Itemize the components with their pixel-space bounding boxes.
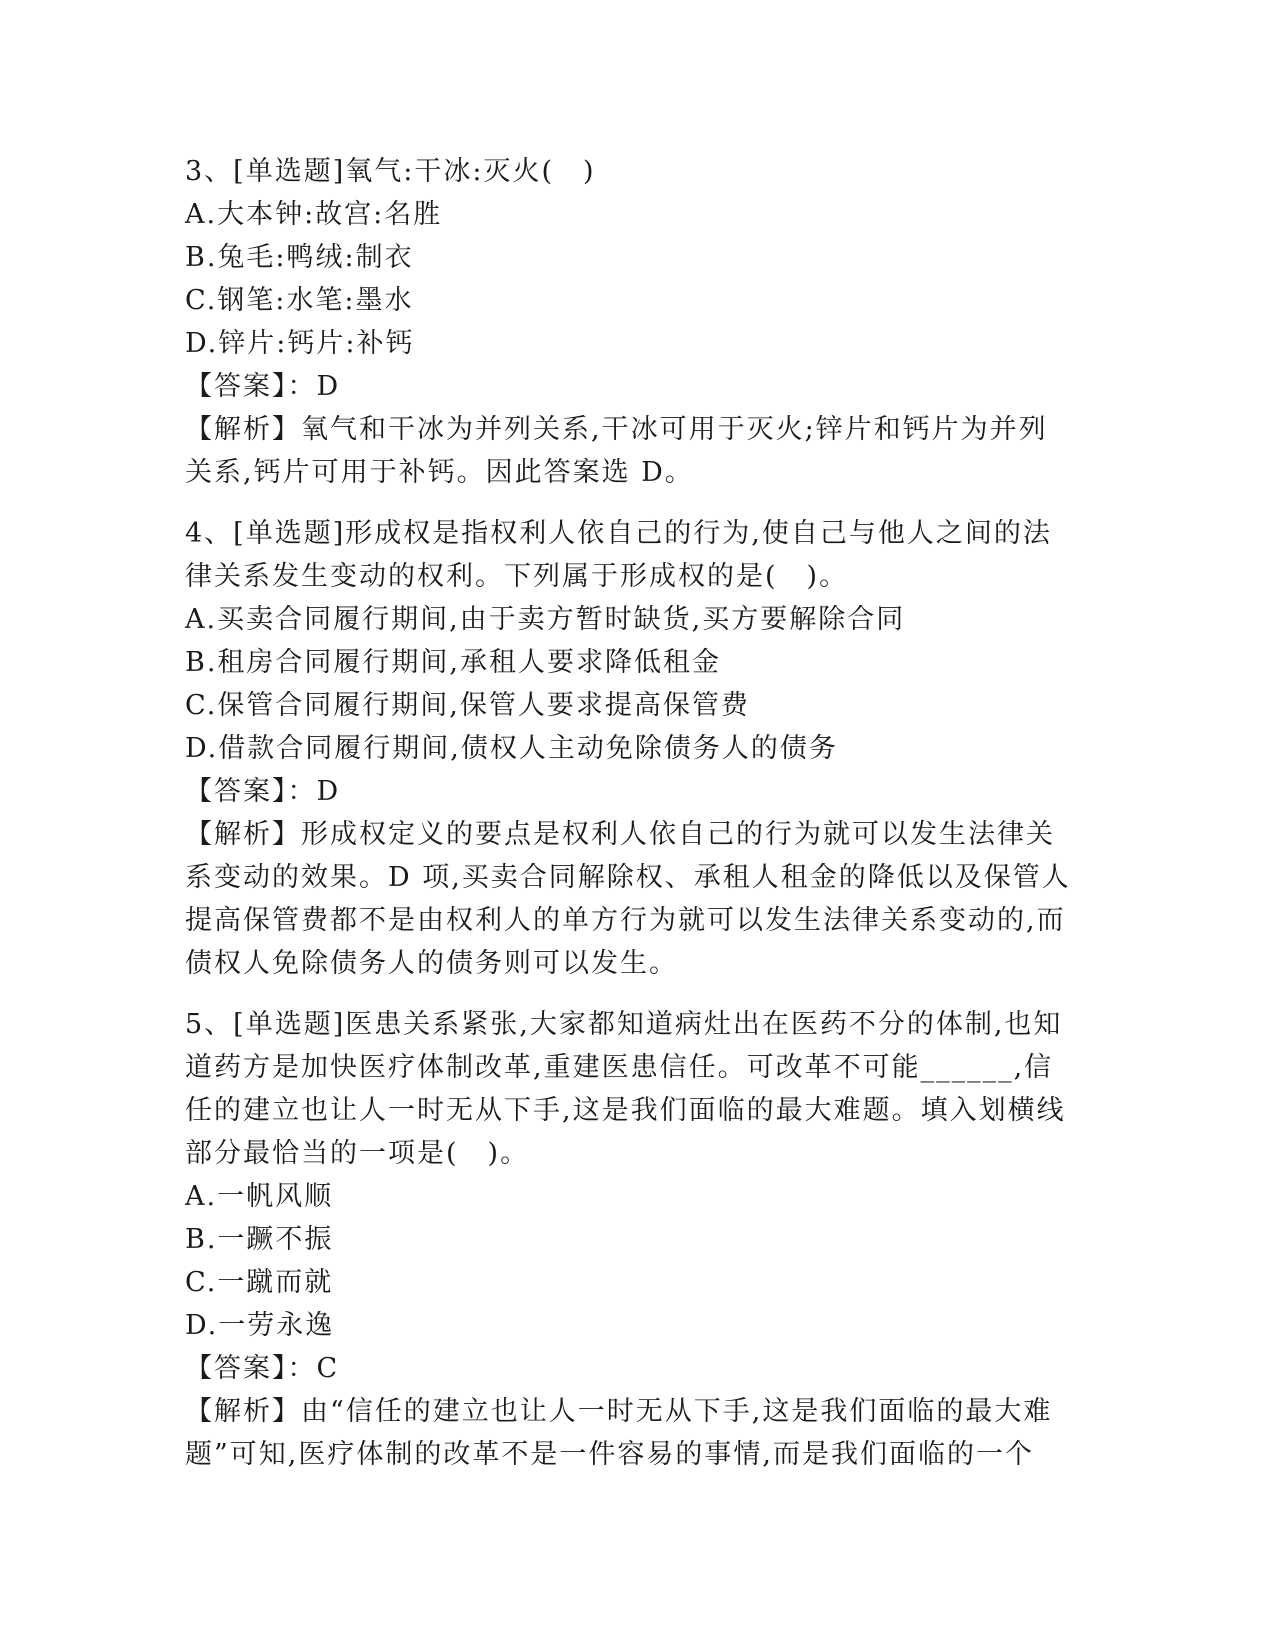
- document-page: [185, 150, 1085, 1494]
- analysis-line: 系变动的效果。D 项,买卖合同解除权、承租人租金的降低以及保管人: [185, 862, 1071, 893]
- option-b: B.兔毛:鸭绒:制衣: [185, 242, 414, 273]
- option-c: C.一蹴而就: [185, 1267, 334, 1298]
- option-a: A.一帆风顺: [185, 1181, 334, 1212]
- option-b: B.租房合同履行期间,承租人要求降低租金: [185, 647, 722, 678]
- analysis-line: 关系,钙片可用于补钙。因此答案选 D。: [185, 457, 694, 488]
- question-4: [185, 512, 1085, 985]
- question-5: [185, 1003, 1085, 1476]
- option-d: D.一劳永逸: [185, 1310, 335, 1341]
- question-stem: 3、[单选题]氧气:干冰:灭火( ): [185, 156, 596, 187]
- question-stem: 5、[单选题]医患关系紧张,大家都知道病灶出在医药不分的体制,也知: [185, 1009, 1063, 1040]
- question-stem: 部分最恰当的一项是( )。: [185, 1138, 530, 1169]
- analysis-line: 债权人免除债务人的债务则可以发生。: [185, 948, 678, 979]
- question-3: [185, 150, 1085, 494]
- option-c: C.保管合同履行期间,保管人要求提高保管费: [185, 690, 750, 721]
- analysis-line: 【解析】由“信任的建立也让人一时无从下手,这是我们面临的最大难: [185, 1396, 1053, 1427]
- option-a: A.大本钟:故宫:名胜: [185, 199, 443, 230]
- analysis-line: 【解析】氧气和干冰为并列关系,干冰可用于灭火;锌片和钙片为并列: [185, 414, 1048, 445]
- question-stem: 任的建立也让人一时无从下手,这是我们面临的最大难题。填入划横线: [185, 1095, 1066, 1126]
- question-stem: 律关系发生变动的权利。下列属于形成权的是( )。: [185, 561, 849, 592]
- question-stem: 道药方是加快医疗体制改革,重建医患信任。可改革不可能______,信: [185, 1052, 1054, 1083]
- analysis-line: 提高保管费都不是由权利人的单方行为就可以发生法律关系变动的,而: [185, 905, 1066, 936]
- analysis-line: 【解析】形成权定义的要点是权利人依自己的行为就可以发生法律关: [185, 819, 1055, 850]
- answer: 【答案】：D: [185, 371, 341, 402]
- answer: 【答案】：C: [185, 1353, 340, 1384]
- option-d: D.借款合同履行期间,债权人主动免除债务人的债务: [185, 733, 838, 764]
- analysis-line: 题”可知,医疗体制的改革不是一件容易的事情,而是我们面临的一个: [185, 1439, 1034, 1470]
- option-b: B.一蹶不振: [185, 1224, 334, 1255]
- option-a: A.买卖合同履行期间,由于卖方暂时缺货,买方要解除合同: [185, 604, 906, 635]
- option-d: D.锌片:钙片:补钙: [185, 328, 415, 359]
- option-c: C.钢笔:水笔:墨水: [185, 285, 414, 316]
- question-stem: 4、[单选题]形成权是指权利人依自己的行为,使自己与他人之间的法: [185, 518, 1052, 549]
- answer: 【答案】：D: [185, 776, 341, 807]
